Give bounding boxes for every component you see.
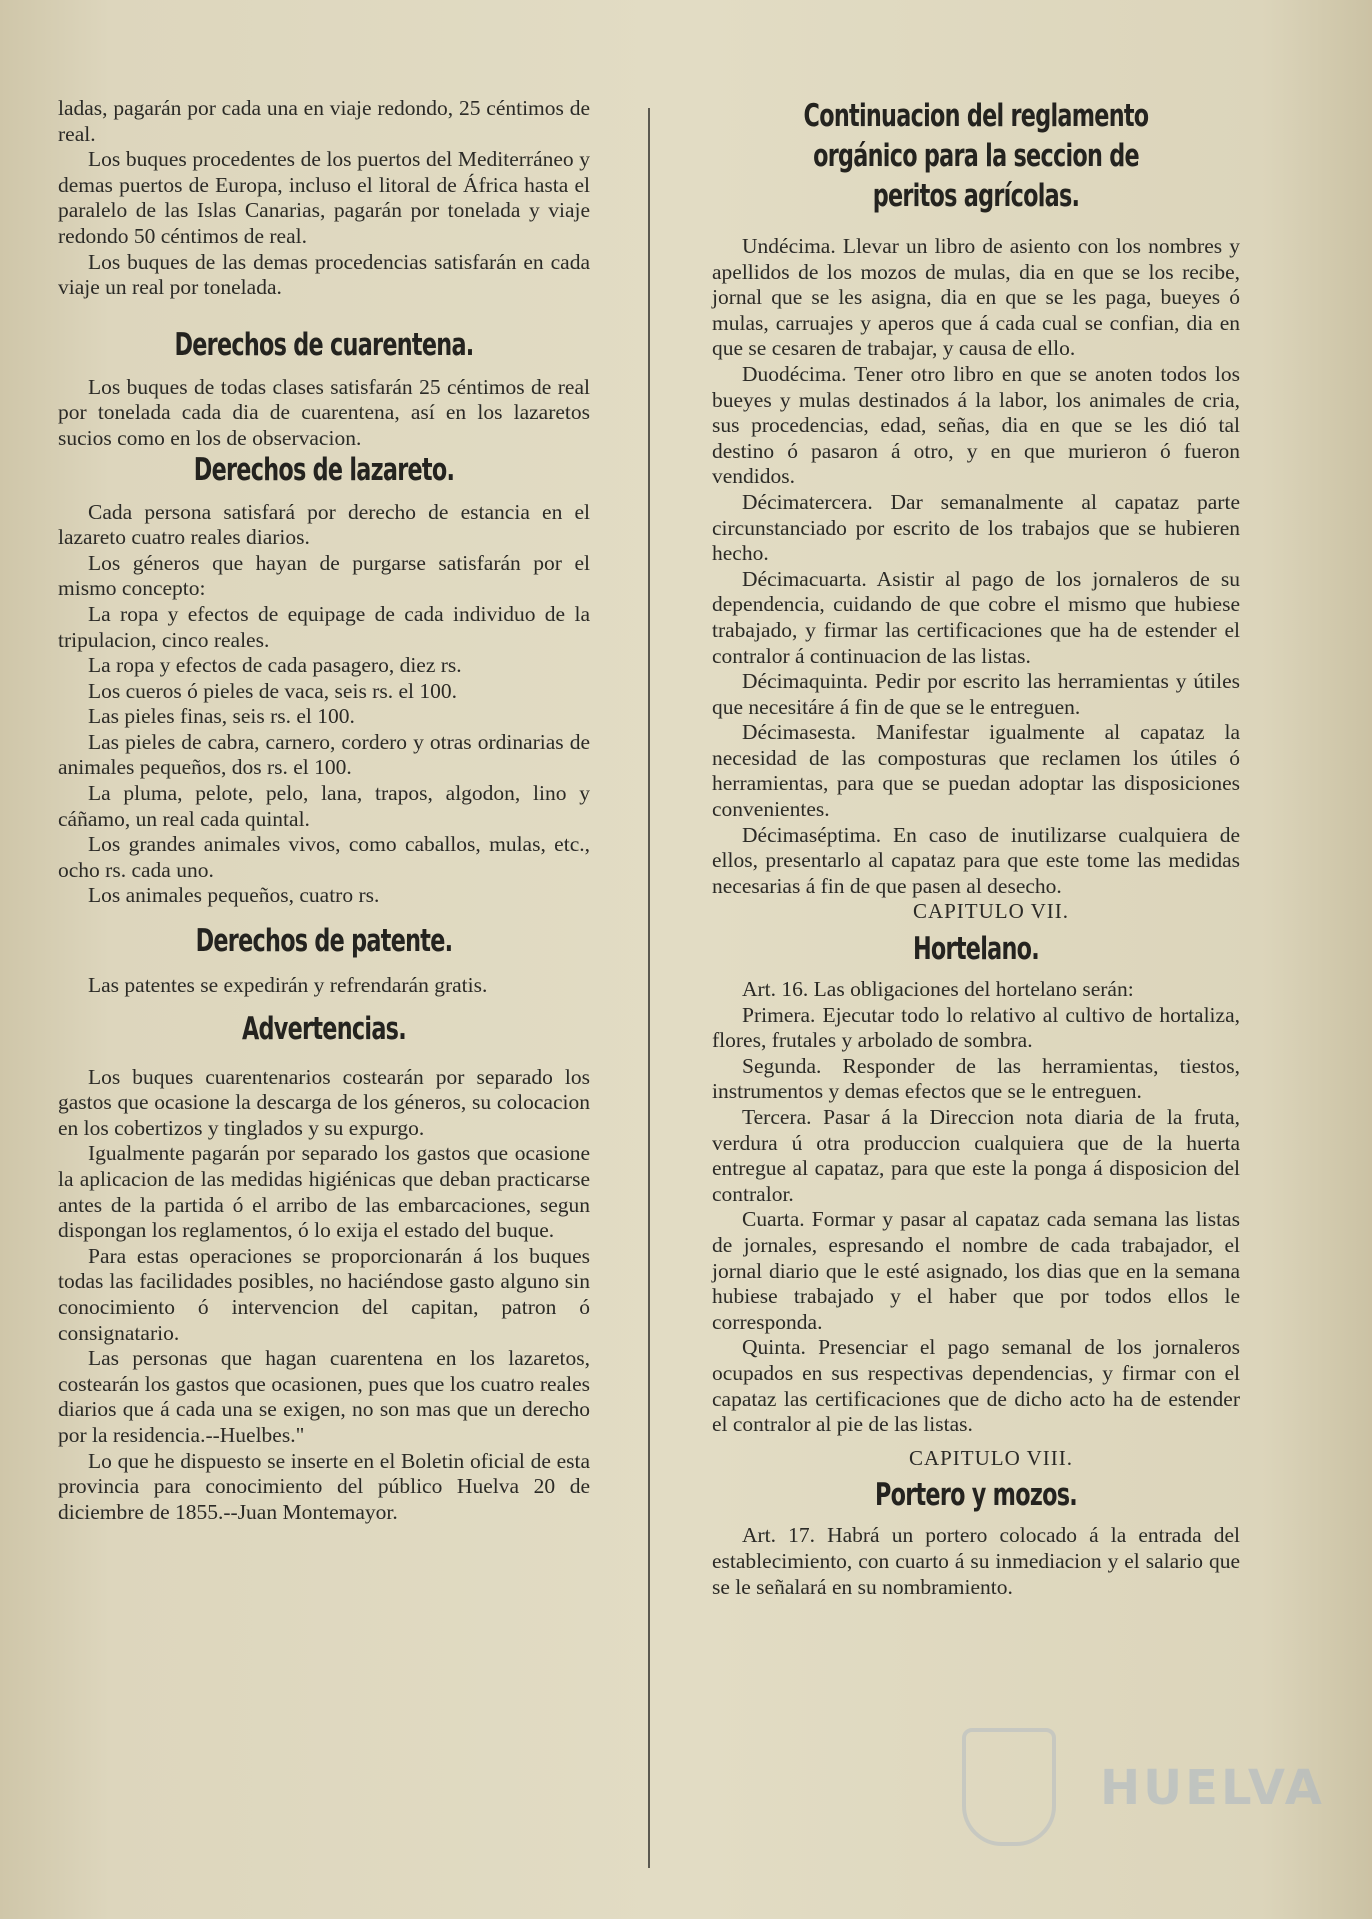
paragraph: Los grandes animales vivos, como caballos, mulas, etc., ocho rs. cada uno. <box>58 832 590 882</box>
paragraph: Los géneros que hayan de purgarse satisfarán por el mismo concepto: <box>58 550 590 601</box>
paragraph: Cuarta. Formar y pasar al capataz cada semana las listas de jornales, espresando el nombre de cada trabajador, el jornal diario que le esté asignado, los dias que en la semana hubiese trabajado y el haber que por todos ellos le corresponda. <box>712 1207 1240 1334</box>
archive-shield-icon <box>962 1728 1056 1846</box>
archive-watermark: HUELVA <box>1100 1760 1325 1816</box>
paragraph: Los cueros ó pieles de vaca, seis rs. el 100. <box>88 678 457 703</box>
section-heading-patente: Derechos de patente. <box>195 923 453 960</box>
right-column <box>712 96 1240 1600</box>
chapter-heading: CAPITULO VIII. <box>908 1445 1074 1470</box>
paragraph: Igualmente pagarán por separado los gastos que ocasione la aplicacion de las medidas higiénicas que deban practicarse antes de la partida ó el arribo de las embarcaciones, segun dispongan los reglamentos, ó lo exija el estado del buque. <box>58 1141 590 1243</box>
paragraph: Segunda. Responder de las herramientas, tiestos, instrumentos y demas efectos que se le entreguen. <box>712 1053 1240 1104</box>
paragraph: Décimasesta. Manifestar igualmente al capataz la necesidad de las composturas que reclamen los útiles ó herramientas, para que se puedan adoptar las disposiciones convenientes. <box>712 720 1240 822</box>
left-column <box>58 96 590 1525</box>
article-title: Continuacion del reglamento orgánico para la seccion de peritos agrícolas. <box>803 98 1149 214</box>
paragraph: Los buques cuarentenarios costearán por separado los gastos que ocasione la descarga de los géneros, su colocacion en los cobertizos y tinglados y su expurgo. <box>58 1064 590 1140</box>
paragraph: La ropa y efectos de equipage de cada individuo de la tripulacion, cinco reales. <box>58 601 590 652</box>
column-divider <box>648 108 650 1868</box>
paragraph: Primera. Ejecutar todo lo relativo al cultivo de hortaliza, flores, frutales y arbolado de sombra. <box>712 1002 1240 1053</box>
paragraph: Para estas operaciones se proporcionarán á los buques todas las facilidades posibles, no haciéndose gasto alguno sin conocimiento ó intervencion del capitan, patron ó consignatario. <box>58 1243 590 1345</box>
paragraph: Décimaséptima. En caso de inutilizarse cualquiera de ellos, presentarlo al capataz para que este tome las medidas necesarias á fin de que pasen al desecho. <box>712 822 1240 898</box>
paragraph: Las patentes se expedirán y refrendarán gratis. <box>88 973 488 998</box>
paragraph: Duodécima. Tener otro libro en que se anoten todos los bueyes y mulas destinados á la labor, los animales de cria, sus procedencias, edad, señas, dia en que se les dió tal destino ó pasaron á otro, y en que murieron ó fueron vendidos. <box>712 361 1240 489</box>
section-heading-cuarentena: Derechos de cuarentena. <box>174 326 474 363</box>
paragraph: Décimacuarta. Asistir al pago de los jornaleros de su dependencia, cuidando de que cobre el mismo que hubiese trabajado, y firmar las certificaciones que ha de estender el contralor á continuacion de las listas. <box>712 566 1240 668</box>
paragraph-signature: Lo que he dispuesto se inserte en el Boletin oficial de esta provincia para conocimiento del público Huelva 20 de diciembre de 1855.--Juan Montemayor. <box>58 1448 590 1524</box>
paragraph: Los animales pequeños, cuatro rs. <box>88 883 380 908</box>
paragraph: Décimatercera. Dar semanalmente al capataz parte circunstanciado por escrito de los trabajos que se hubieren hecho. <box>712 489 1240 566</box>
section-heading-advertencias: Advertencias. <box>241 1010 406 1047</box>
paragraph: Las personas que hagan cuarentena en los lazaretos, costearán los gastos que ocasionen, pues que los cuatro reales diarios que á cada una se exigen, no son mas que un derecho por la residencia.--Huelbes." <box>58 1346 590 1447</box>
section-heading-lazareto: Derechos de lazareto. <box>193 451 455 488</box>
paragraph: Décimaquinta. Pedir por escrito las herramientas y útiles que necesitáre á fin de que se le entreguen. <box>712 669 1240 719</box>
paragraph: Tercera. Pasar á la Direccion nota diaria de la fruta, verdura ú otra produccion cualquiera que de la huerta entregue al capataz, para que este la ponga á disposicion del contralor. <box>712 1105 1240 1206</box>
section-heading-hortelano: Hortelano. <box>912 931 1040 968</box>
paragraph: La ropa y efectos de cada pasagero, diez rs. <box>88 653 462 678</box>
paragraph: ladas, pagarán por cada una en viaje redondo, 25 céntimos de real. <box>58 96 590 146</box>
paragraph: Los buques procedentes de los puertos del Mediterráneo y demas puertos de Europa, incluso el litoral de África hasta el paralelo de las Islas Canarias, pagarán por tonelada y viaje redondo 50 céntimos de real. <box>58 147 590 248</box>
paragraph: Art. 16. Las obligaciones del hortelano serán: <box>742 977 1134 1002</box>
paragraph: Undécima. Llevar un libro de asiento con los nombres y apellidos de los mozos de mulas, dia en que se los recibe, jornal que se les asigna, dia en que se les paga, bueyes ó mulas, carruajes y aperos que á cada cual se confian, dia en que se cesaren de trabajar, y causa de ello. <box>712 234 1240 361</box>
paragraph: Los buques de las demas procedencias satisfarán en cada viaje un real por tonelada. <box>58 249 590 300</box>
paragraph: Quinta. Presenciar el pago semanal de los jornaleros ocupados en sus respectivas dependencias, y firmar con el capataz las certificaciones que de dicho acto ha de estender el contralor al pie de las listas. <box>712 1335 1240 1437</box>
paragraph: Las pieles de cabra, carnero, cordero y otras ordinarias de animales pequeños, dos rs. el 100. <box>58 729 590 780</box>
paragraph: Art. 17. Habrá un portero colocado á la entrada del establecimiento, con cuarto á su inmediacion y el salario que se le señalará en su nombramiento. <box>712 1523 1240 1599</box>
paragraph: Los buques de todas clases satisfarán 25 céntimos de real por tonelada cada dia de cuarentena, así en los lazaretos sucios como en los de observacion. <box>58 374 590 450</box>
paragraph: Cada persona satisfará por derecho de estancia en el lazareto cuatro reales diarios. <box>58 499 590 550</box>
paragraph: Las pieles finas, seis rs. el 100. <box>88 704 355 729</box>
chapter-heading: CAPITULO VII. <box>912 899 1070 924</box>
section-heading-portero: Portero y mozos. <box>874 1477 1078 1514</box>
paragraph: La pluma, pelote, pelo, lana, trapos, algodon, lino y cáñamo, un real cada quintal. <box>58 781 590 831</box>
